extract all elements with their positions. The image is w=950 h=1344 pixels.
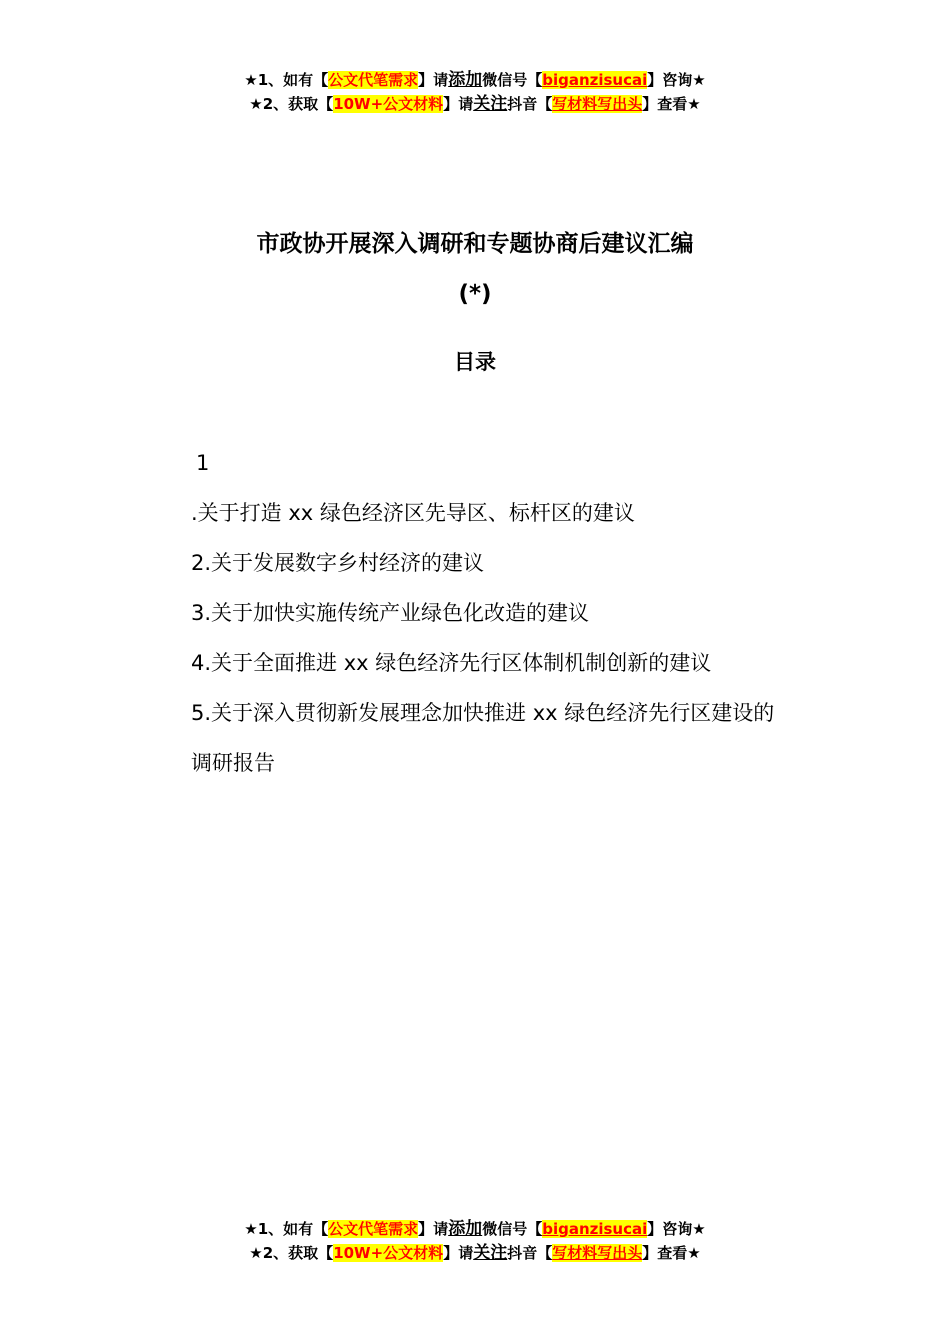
wechat-id-text: biganzisucai (542, 71, 648, 89)
banner-text: 微信号【 (482, 71, 543, 89)
banner-text: 】请 (443, 95, 474, 113)
banner-text: ★1、如有【 (244, 1220, 329, 1238)
toc-item: .关于打造 xx 绿色经济区先导区、标杆区的建议 (191, 501, 635, 525)
emphasis-text: 添加 (448, 1219, 483, 1239)
banner-line-2 (0, 92, 950, 116)
banner-text: 】请 (443, 1244, 474, 1262)
banner-text: 】咨询★ (647, 71, 706, 89)
document-subtitle: (*) (458, 281, 492, 307)
top-banner (0, 68, 950, 116)
toc-item: 1 (196, 451, 210, 475)
banner-text: 】咨询★ (647, 1220, 706, 1238)
wechat-id-text: biganzisucai (542, 1220, 648, 1238)
banner-text: 】查看★ (642, 1244, 701, 1262)
emphasis-text: 添加 (448, 70, 483, 90)
banner-text: 】请 (418, 71, 449, 89)
emphasis-text: 关注 (473, 94, 508, 114)
banner-text: 抖音【 (507, 1244, 553, 1262)
highlight-text: 10W+公文材料 (333, 95, 444, 113)
toc-list (191, 438, 831, 788)
douyin-id-text: 写材料写出头 (552, 95, 643, 113)
banner-line-1 (0, 1217, 950, 1241)
banner-text: 】查看★ (642, 95, 701, 113)
bottom-banner (0, 1217, 950, 1265)
douyin-id-text: 写材料写出头 (552, 1244, 643, 1262)
banner-text: 抖音【 (507, 95, 553, 113)
document-title: 市政协开展深入调研和专题协商后建议汇编 (256, 231, 694, 257)
toc-item: 5.关于深入贯彻新发展理念加快推进 xx 绿色经济先行区建设的 (191, 701, 775, 725)
toc-item: 3.关于加快实施传统产业绿色化改造的建议 (191, 601, 590, 625)
toc-item: 2.关于发展数字乡村经济的建议 (191, 551, 485, 575)
toc-item: 调研报告 (191, 751, 275, 775)
toc-heading: 目录 (454, 350, 496, 374)
highlight-text: 公文代笔需求 (328, 71, 419, 89)
banner-text: 】请 (418, 1220, 449, 1238)
highlight-text: 公文代笔需求 (328, 1220, 419, 1238)
banner-line-2 (0, 1241, 950, 1265)
banner-text: ★2、获取【 (249, 95, 334, 113)
emphasis-text: 关注 (473, 1243, 508, 1263)
banner-line-1 (0, 68, 950, 92)
highlight-text: 10W+公文材料 (333, 1244, 444, 1262)
banner-text: ★2、获取【 (249, 1244, 334, 1262)
banner-text: ★1、如有【 (244, 71, 329, 89)
toc-item: 4.关于全面推进 xx 绿色经济先行区体制机制创新的建议 (191, 651, 712, 675)
banner-text: 微信号【 (482, 1220, 543, 1238)
